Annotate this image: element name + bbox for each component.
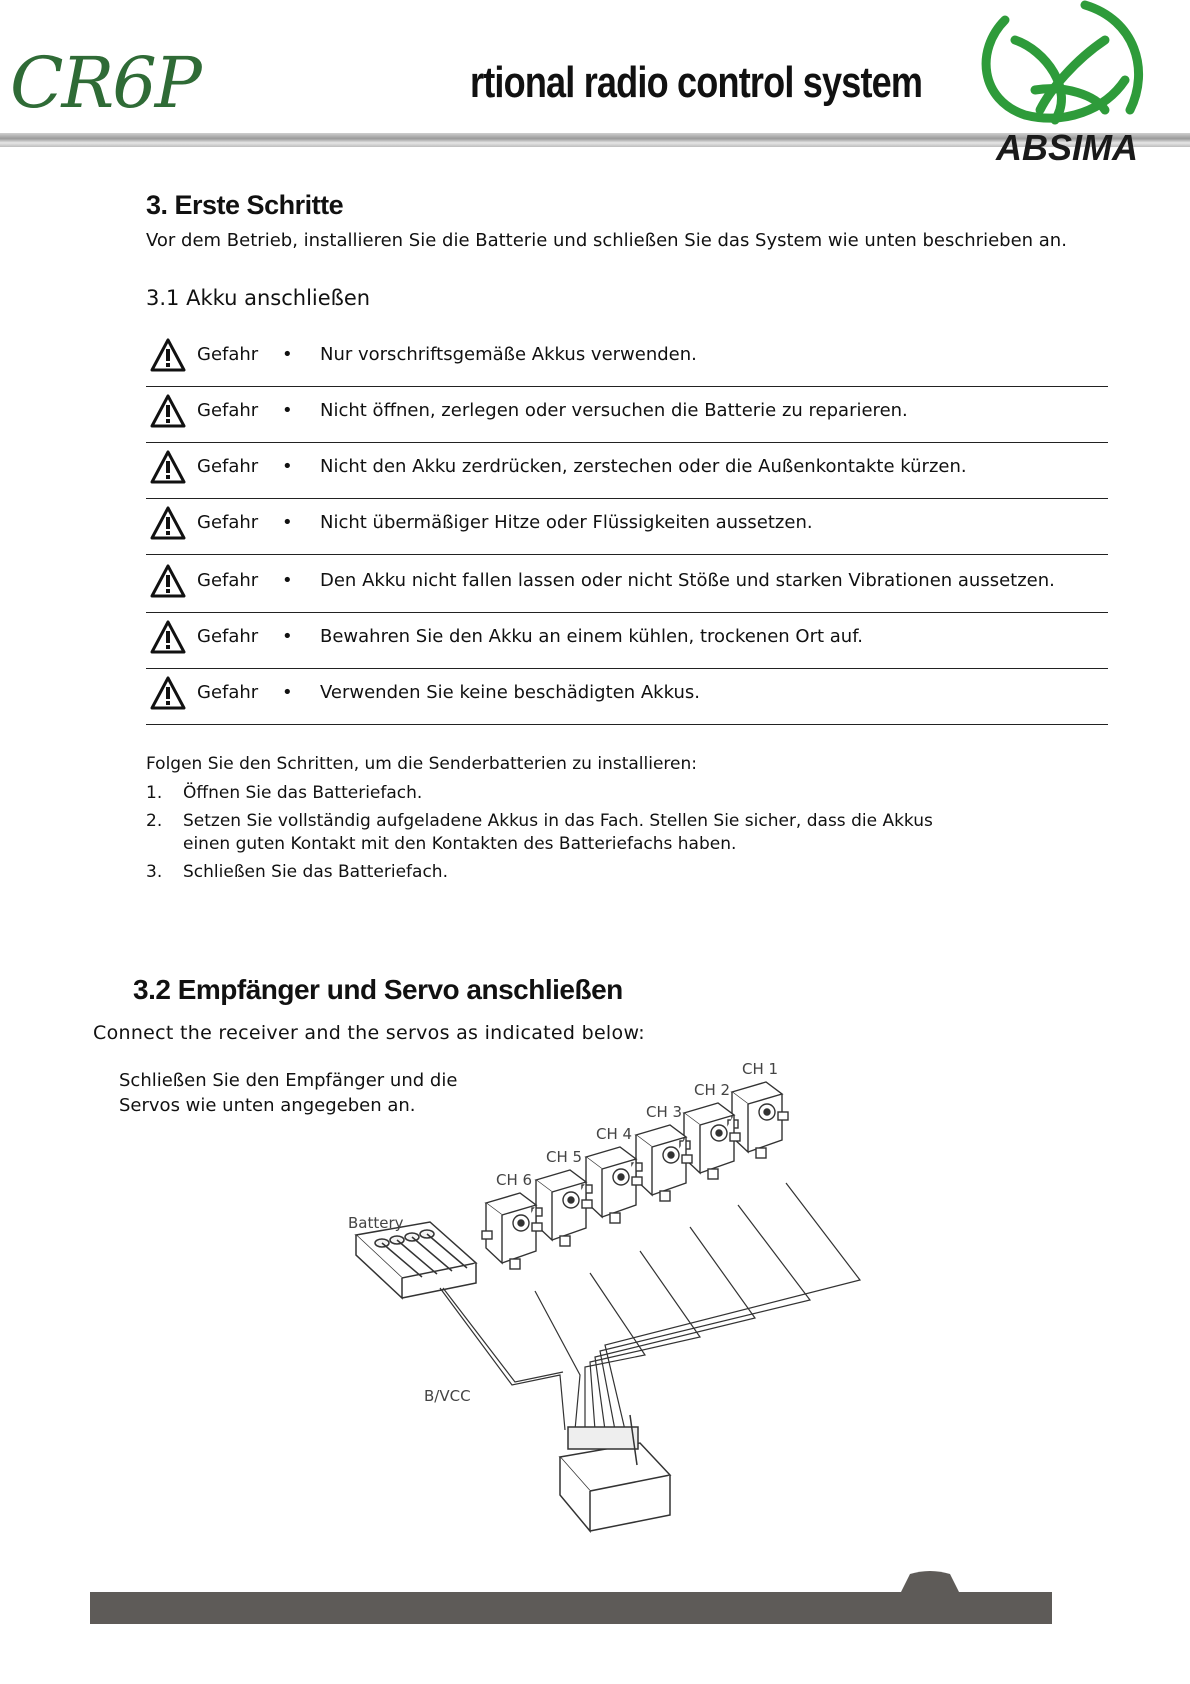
warning-triangle-icon <box>150 338 186 372</box>
green-emblem-icon <box>986 5 1138 120</box>
warning-triangle-icon <box>150 676 186 710</box>
warning-row <box>146 556 1108 613</box>
channel-label-ch6: CH 6 <box>496 1171 533 1189</box>
absima-wordmark: ABSIMA <box>996 127 1138 168</box>
warning-label: Gefahr <box>197 344 259 365</box>
warning-bullet: • <box>282 570 293 591</box>
absima-logo <box>955 0 1180 170</box>
servo-ch4 <box>582 1147 642 1223</box>
warning-row <box>146 442 1108 499</box>
warning-row <box>146 330 1108 387</box>
footer-bar <box>90 1592 1052 1624</box>
step-number: 3. <box>146 862 163 882</box>
section-3-intro: Vor dem Betrieb, installieren Sie die Batterie und schließen Sie das System wie unten beschrieben an. <box>146 230 1067 251</box>
warning-triangle-icon <box>150 394 186 428</box>
warning-triangle-icon <box>150 564 186 598</box>
section-31-title: 3.1 Akku anschließen <box>146 286 371 310</box>
servo-ch1 <box>728 1082 788 1158</box>
step-number: 1. <box>146 783 163 803</box>
wire-bundle <box>440 1183 860 1430</box>
header-title: rtional radio control system <box>470 58 923 107</box>
warning-row <box>146 612 1108 669</box>
receiver <box>560 1415 670 1531</box>
servo-ch6 <box>482 1193 542 1269</box>
warning-row <box>146 386 1108 443</box>
servo-ch5 <box>532 1170 592 1246</box>
steps-intro: Folgen Sie den Schritten, um die Senderbatterien zu installieren: <box>146 754 697 774</box>
warning-text: Nicht den Akku zerdrücken, zerstechen oder die Außenkontakte kürzen. <box>320 456 967 477</box>
warning-bullet: • <box>282 626 293 647</box>
warning-label: Gefahr <box>197 626 259 647</box>
warning-bullet: • <box>282 344 293 365</box>
bvcc-label: B/VCC <box>424 1387 471 1405</box>
warning-label: Gefahr <box>197 456 259 477</box>
channel-label-ch5: CH 5 <box>546 1148 583 1166</box>
channel-label-ch1: CH 1 <box>742 1060 779 1078</box>
battery-pack <box>356 1222 476 1298</box>
servo-ch3 <box>632 1125 692 1201</box>
connect-instruction-en: Connect the receiver and the servos as indicated below: <box>93 1022 645 1044</box>
warning-row <box>146 498 1108 555</box>
warning-triangle-icon <box>150 506 186 540</box>
step-text: Setzen Sie vollständig aufgeladene Akkus in das Fach. Stellen Sie sicher, dass die Akkus einen guten Kontakt mit den Kontakten des Batteriefachs haben. <box>183 811 933 854</box>
warning-bullet: • <box>282 456 293 477</box>
warning-text: Den Akku nicht fallen lassen oder nicht Stöße und starken Vibrationen aussetzen. <box>320 570 1055 591</box>
warning-label: Gefahr <box>197 512 259 533</box>
warning-text: Bewahren Sie den Akku an einem kühlen, trockenen Ort auf. <box>320 626 863 647</box>
receiver-servo-diagram <box>340 1055 880 1555</box>
step-number: 2. <box>146 811 163 831</box>
warning-text: Verwenden Sie keine beschädigten Akkus. <box>320 682 700 703</box>
warning-label: Gefahr <box>197 682 259 703</box>
channel-label-ch2: CH 2 <box>694 1081 731 1099</box>
warning-bullet: • <box>282 682 293 703</box>
step-text: Schließen Sie das Batteriefach. <box>183 862 448 882</box>
section-3-title: 3. Erste Schritte <box>146 190 344 220</box>
warning-label: Gefahr <box>197 570 259 591</box>
warning-text: Nicht übermäßiger Hitze oder Flüssigkeiten aussetzen. <box>320 512 813 533</box>
warning-row <box>146 668 1108 725</box>
footer-tab <box>900 1570 960 1594</box>
section-32-title: 3.2 Empfänger und Servo anschließen <box>133 974 623 1005</box>
warning-triangle-icon <box>150 450 186 484</box>
servo-ch2 <box>680 1103 740 1179</box>
battery-label: Battery <box>348 1214 404 1232</box>
warning-label: Gefahr <box>197 400 259 421</box>
channel-label-ch3: CH 3 <box>646 1103 683 1121</box>
warning-bullet: • <box>282 400 293 421</box>
cr6p-logo: CR6P <box>10 42 200 124</box>
warning-triangle-icon <box>150 620 186 654</box>
warning-text: Nicht öffnen, zerlegen oder versuchen die Batterie zu reparieren. <box>320 400 908 421</box>
step-text: Öffnen Sie das Batteriefach. <box>183 783 423 803</box>
channel-label-ch4: CH 4 <box>596 1125 633 1143</box>
connect-instruction-de: Schließen Sie den Empfänger und die Servos wie unten angegeben an. <box>119 1070 458 1116</box>
warning-text: Nur vorschriftsgemäße Akkus verwenden. <box>320 344 697 365</box>
warning-bullet: • <box>282 512 293 533</box>
